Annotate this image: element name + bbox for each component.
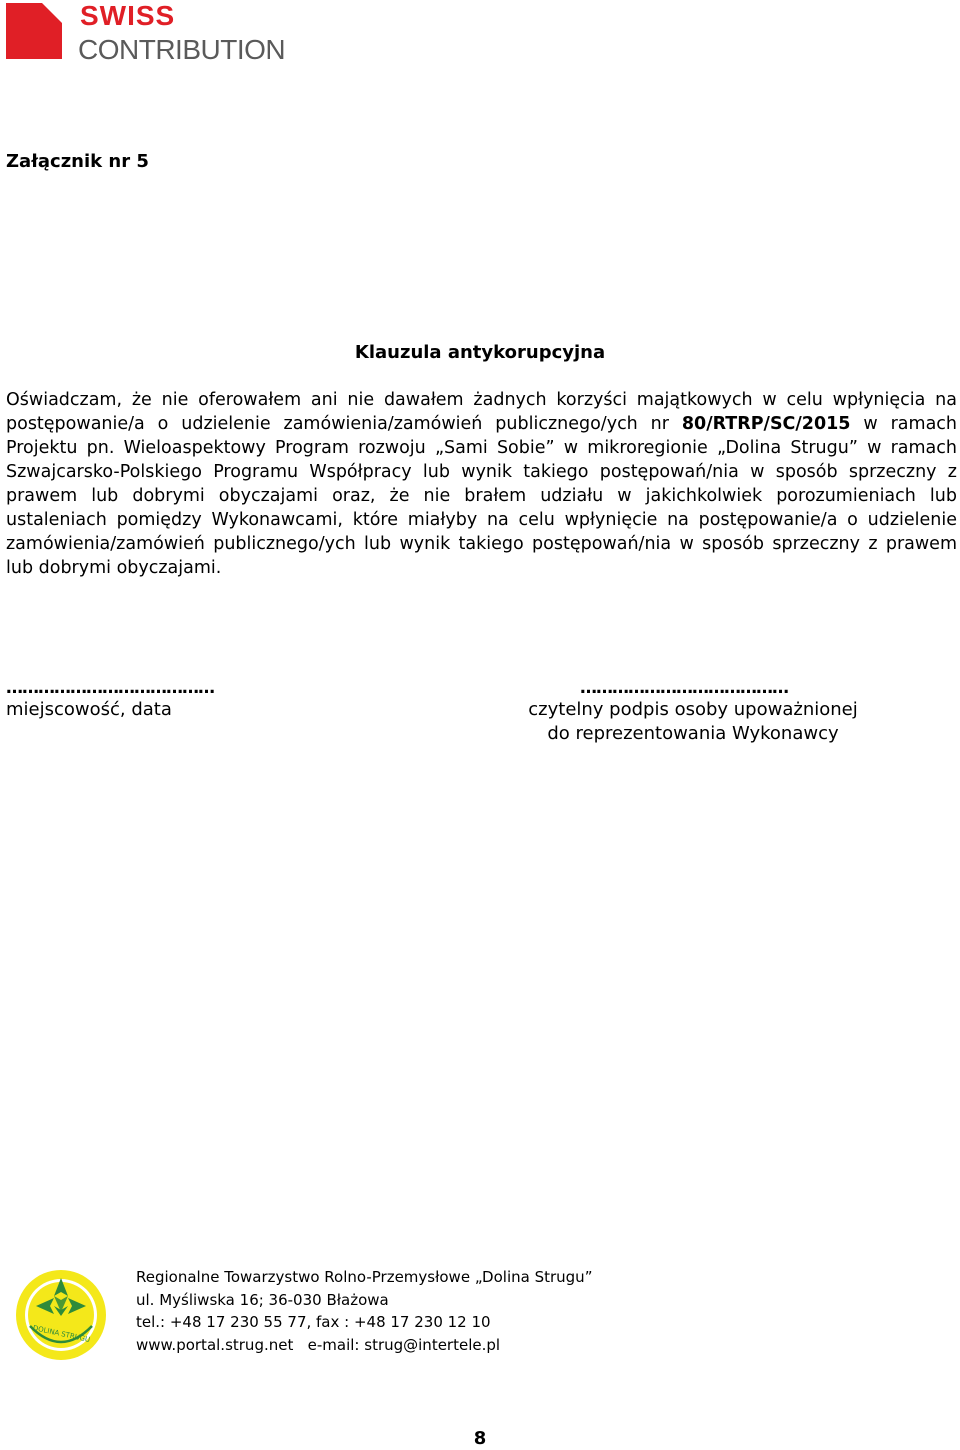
signature-dotted-line: ………………………………… <box>580 678 788 698</box>
logo-word-swiss: SWISS <box>80 0 176 31</box>
footer-phone-fax: tel.: +48 17 230 55 77, fax : +48 17 230 12 10 <box>136 1313 491 1331</box>
footer-address: ul. Myśliwska 16; 36-030 Błażowa <box>136 1290 389 1309</box>
footer-web-email: www.portal.strug.net e-mail: strug@intertele.pl <box>136 1335 501 1354</box>
place-date-label: miejscowość, data <box>6 699 172 720</box>
signature-label-line2: do reprezentowania Wykonawcy <box>547 723 839 744</box>
declaration-text-part2: w ramach Projektu pn. Wieloaspektowy Program rozwoju „Sami Sobie” w mikroregionie „Dolina Strugu” w ramach Szwajcarsko-Polskiego Programu Współpracy lub wynik takiego postępowań/nia w sposób sprzeczny z prawem lub dobrymi obyczajami oraz, że nie brałem udziału w jakichkolwiek porozumieniach lub ustaleniach pomiędzy Wykonawcami, które miałyby na celu wpłynięcie na postępowanie/a o udzielenie zamówienia/zamówień publicznego/ych lub wynik takiego postępowań/nia w sposób sprzeczny z prawem lub dobrymi obyczajami. <box>6 414 958 578</box>
declaration-text-part1: Oświadczam, że nie oferowałem ani nie dawałem żadnych korzyści majątkowych w celu wpłynięcia na postępowanie/a o udzielenie zamówienia/zamówień publicznego/ych nr <box>6 390 957 434</box>
footer-logo-text: DOLINA STRUGU <box>32 1324 91 1345</box>
annex-label: Załącznik nr 5 <box>6 151 149 172</box>
swiss-contribution-logo <box>6 0 296 65</box>
place-date-dotted-line: ………………………………… <box>6 678 214 698</box>
reference-number: 80/RTRP/SC/2015 <box>681 414 851 434</box>
document-title: Klauzula antykorupcyjna <box>354 342 606 363</box>
dolina-strugu-logo-icon <box>14 1268 108 1362</box>
page-number: 8 <box>473 1428 487 1449</box>
declaration-paragraph <box>6 388 957 580</box>
signature-label-line1: czytelny podpis osoby upoważnionej <box>528 699 858 720</box>
signature-label <box>500 698 886 746</box>
logo-word-contribution: CONTRIBUTION <box>78 34 286 65</box>
swiss-contribution-logo-mark-icon <box>6 3 62 59</box>
footer-org-name: Regionalne Towarzystwo Rolno-Przemysłowe „Dolina Strugu” <box>136 1268 593 1286</box>
footer-contact-block <box>136 1266 592 1356</box>
